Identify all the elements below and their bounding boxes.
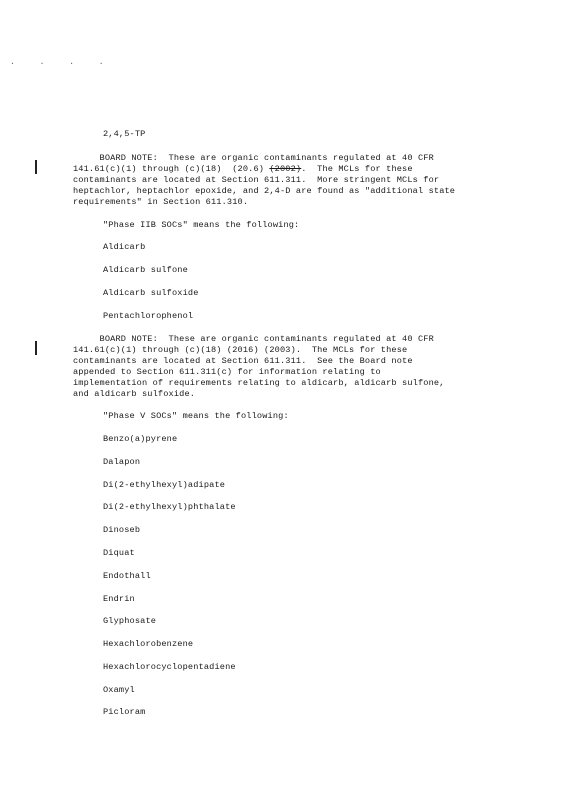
phase-v-item: Hexachlorobenzene bbox=[103, 639, 194, 649]
revision-bar bbox=[35, 160, 37, 174]
struck-year: (2002) bbox=[269, 164, 302, 174]
phase-iib-item: Aldicarb bbox=[103, 242, 146, 252]
board-note-1-line-2-mid: .6) bbox=[248, 164, 265, 174]
board-note-1-line-5: requirements" in Section 611.310. bbox=[73, 197, 249, 207]
board-note-2-line-1: BOARD NOTE: These are organic contaminants regulated at 40 CFR bbox=[73, 334, 434, 344]
phase-v-item: Di(2-ethylhexyl)adipate bbox=[103, 480, 226, 490]
board-note-1-line-2 bbox=[73, 164, 413, 175]
phase-iib-item: Aldicarb sulfone bbox=[103, 265, 188, 275]
board-note-1-line-4: heptachlor, heptachlor epoxide, and 2,4-D are found as "additional state bbox=[73, 186, 456, 196]
board-note-1-line-2-end: . The MCLs for these bbox=[301, 164, 413, 174]
phase-v-item: Oxamyl bbox=[103, 685, 135, 695]
item-245tp: 2,4,5-TP bbox=[103, 129, 146, 139]
board-note-2-line-5: implementation of requirements relating to aldicarb, aldicarb sulfone, bbox=[73, 378, 445, 388]
phase-v-item: Di(2-ethylhexyl)phthalate bbox=[103, 502, 236, 512]
phase-v-item: Hexachlorocyclopentadiene bbox=[103, 662, 236, 672]
board-note-1-line-2-start: 141.61(c)(1) through (c)(18) (20 bbox=[73, 164, 249, 174]
phase-v-item: Dalapon bbox=[103, 457, 141, 467]
board-note-1-line-3: contaminants are located at Section 611.311. More stringent MCLs for bbox=[73, 175, 440, 185]
phase-v-item: Endothall bbox=[103, 571, 151, 581]
scan-artifact-dots: . . . . bbox=[10, 58, 114, 67]
phase-iib-item: Pentachlorophenol bbox=[103, 311, 194, 321]
phase-iib-intro: "Phase IIB SOCs" means the following: bbox=[103, 220, 300, 230]
phase-v-item: Benzo(a)pyrene bbox=[103, 434, 178, 444]
board-note-2-line-6: and aldicarb sulfoxide. bbox=[73, 389, 196, 399]
board-note-2-line-4: appended to Section 611.311(c) for information relating to bbox=[73, 367, 381, 377]
phase-v-item: Glyphosate bbox=[103, 616, 157, 626]
phase-v-item: Picloram bbox=[103, 707, 146, 717]
revision-bar bbox=[35, 341, 37, 355]
board-note-2-line-3: contaminants are located at Section 611.311. See the Board note bbox=[73, 356, 413, 366]
phase-v-item: Endrin bbox=[103, 594, 135, 604]
board-note-2-line-2: 141.61(c)(1) through (c)(18) (2016) (2003). The MCLs for these bbox=[73, 345, 408, 355]
board-note-1-line-1: BOARD NOTE: These are organic contaminants regulated at 40 CFR bbox=[73, 153, 434, 163]
phase-v-intro: "Phase V SOCs" means the following: bbox=[103, 411, 289, 421]
phase-v-item: Dinoseb bbox=[103, 525, 141, 535]
phase-v-item: Diquat bbox=[103, 548, 135, 558]
phase-iib-item: Aldicarb sulfoxide bbox=[103, 288, 199, 298]
